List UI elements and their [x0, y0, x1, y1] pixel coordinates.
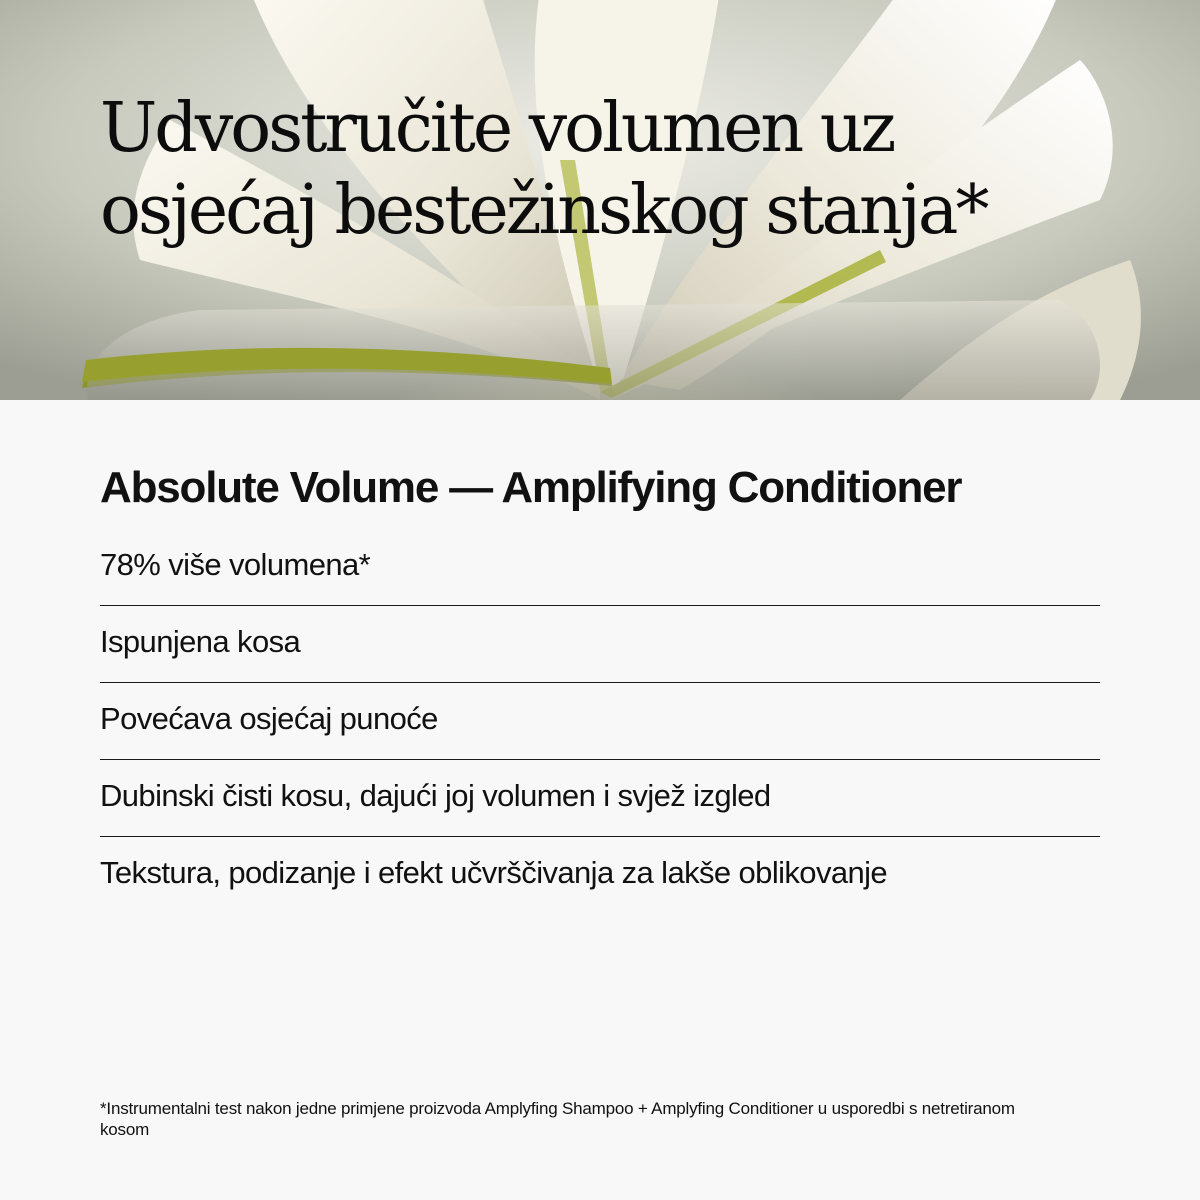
benefit-item: 78% više volumena* — [100, 529, 1100, 606]
benefit-item: Ispunjena kosa — [100, 606, 1100, 683]
footnote: *Instrumentalni test nakon jedne primjene proizvoda Amplyfing Shampoo + Amplyfing Conditioner u usporedbi s netretiranom kosom — [100, 1099, 1015, 1139]
benefit-item: Dubinski čisti kosu, dajući joj volumen i svjež izgled — [100, 760, 1100, 837]
product-title: Absolute Volume — Amplifying Conditioner — [100, 463, 962, 512]
hero-headline-line2: osjećaj bestežinskog stanja* — [100, 171, 987, 250]
hero-headline-line1: Udvostručite volumen uz — [100, 89, 894, 168]
benefit-item: Tekstura, podizanje i efekt učvrščivanja za lakše oblikovanje — [100, 855, 888, 890]
hero-banner — [0, 0, 1200, 400]
benefit-item: Povećava osjećaj punoće — [100, 683, 1100, 760]
benefit-list — [100, 529, 1100, 913]
hero-headline — [100, 88, 1140, 252]
